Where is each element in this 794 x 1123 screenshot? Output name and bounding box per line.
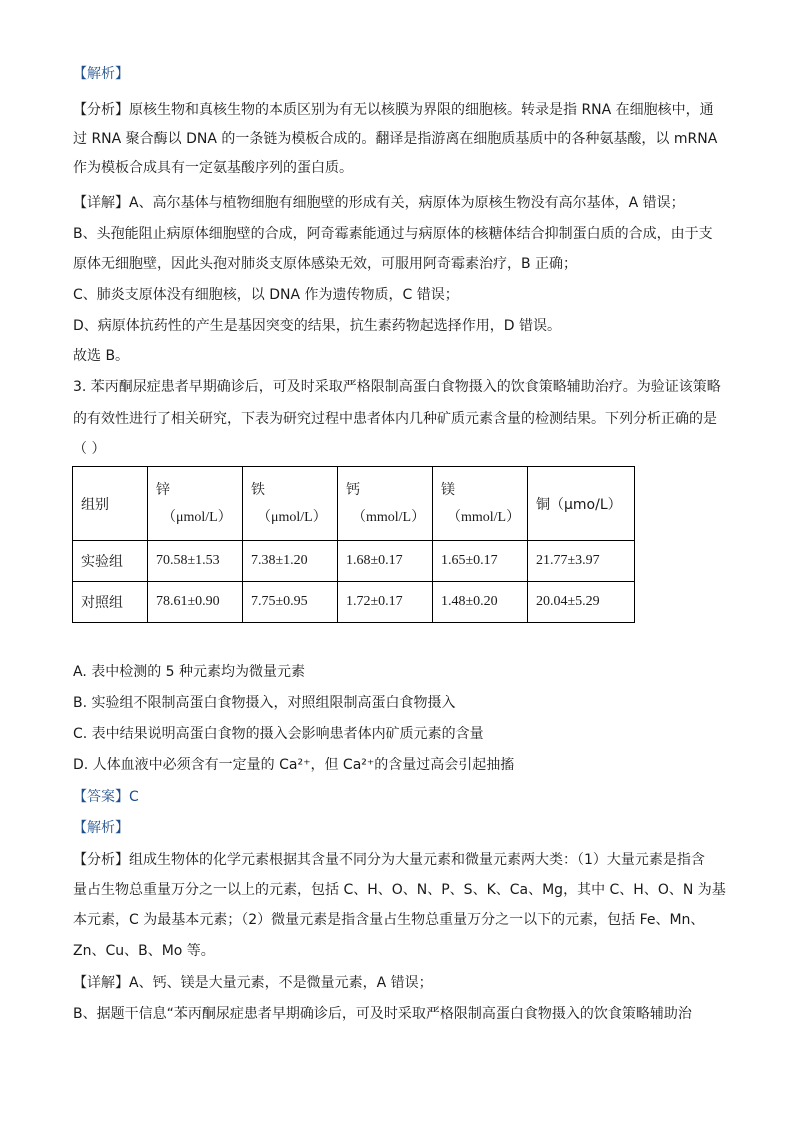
text-line: 原体无细胞壁，因此头孢对肺炎支原体感染无效，可服用阿奇霉素治疗，B 正确； [73, 256, 578, 272]
text-line: 【详解】A、钙、镁是大量元素，不是微量元素，A 错误； [73, 975, 433, 991]
header-fe: 铁 （μmol/L） [243, 467, 338, 541]
text-line: C、肺炎支原体没有细胞核，以 DNA 作为遗传物质，C 错误； [73, 287, 459, 303]
table-row [73, 582, 635, 623]
option-a: A. 表中检测的 5 种元素均为微量元素 [73, 664, 306, 680]
analysis-heading: 【解析】 [73, 820, 129, 836]
cell-ca: 1.72±0.17 [338, 582, 433, 623]
header-group: 组别 [73, 467, 148, 541]
cell-group: 对照组 [73, 582, 148, 623]
text-line: 【详解】A、高尔基体与植物细胞有细胞壁的形成有关，病原体为原核生物没有高尔基体，A 错误； [73, 195, 685, 211]
cell-zn: 78.61±0.90 [148, 582, 243, 623]
text-line: 作为模板合成具有一定氨基酸序列的蛋白质。 [73, 160, 353, 176]
text-line: B、据题干信息“苯丙酮尿症患者早期确诊后，可及时采取严格限制高蛋白食物摄入的饮食策略辅助治 [73, 1006, 692, 1022]
text-line: 过 RNA 聚合酶以 DNA 的一条链为模板合成的。翻译是指游离在细胞质基质中的各种氨基酸，以 mRNA [73, 131, 718, 147]
analysis-heading: 【解析】 [73, 66, 129, 82]
text-line: 【分析】组成生物体的化学元素根据其含量不同分为大量元素和微量元素两大类：（1）大量元素是指含 [73, 852, 705, 868]
cell-cu: 21.77±3.97 [528, 541, 635, 582]
text-line: 故选 B。 [73, 348, 130, 364]
table-row [73, 541, 635, 582]
option-c: C. 表中结果说明高蛋白食物的摄入会影响患者体内矿质元素的含量 [73, 726, 484, 742]
cell-cu: 20.04±5.29 [528, 582, 635, 623]
cell-mg: 1.65±0.17 [433, 541, 528, 582]
table-header-row [73, 467, 635, 541]
text-line: 本元素，C 为最基本元素；（2）微量元素是指含量占生物总重量万分之一以下的元素，包括 Fe、Mn、 [73, 912, 705, 928]
text-line: Zn、Cu、B、Mo 等。 [73, 943, 215, 959]
text-line: B、头孢能阻止病原体细胞壁的合成，阿奇霉素能通过与病原体的核糖体结合抑制蛋白质的合成，由于支 [73, 226, 713, 242]
cell-fe: 7.38±1.20 [243, 541, 338, 582]
text-line: 【分析】原核生物和真核生物的本质区别为有无以核膜为界限的细胞核。转录是指 RNA 在细胞核中，通 [73, 102, 714, 118]
option-d: D. 人体血液中必须含有一定量的 Ca²⁺，但 Ca²⁺的含量过高会引起抽搐 [73, 757, 515, 773]
question-stem: 3. 苯丙酮尿症患者早期确诊后，可及时采取严格限制高蛋白食物摄入的饮食策略辅助治疗。为验证该策略 [73, 379, 721, 395]
header-mg: 镁 （mmol/L） [433, 467, 528, 541]
mineral-table [72, 466, 635, 623]
cell-ca: 1.68±0.17 [338, 541, 433, 582]
answer-blank: （ ） [73, 441, 106, 457]
header-ca: 钙 （mmol/L） [338, 467, 433, 541]
header-cu: 铜（μmo/L） [528, 467, 635, 541]
question-stem: 的有效性进行了相关研究，下表为研究过程中患者体内几种矿质元素含量的检测结果。下列分析正确的是 [73, 411, 717, 427]
text-line: D、病原体抗药性的产生是基因突变的结果，抗生素药物起选择作用，D 错误。 [73, 318, 562, 334]
header-zn: 锌 （μmol/L） [148, 467, 243, 541]
answer-line: 【答案】C [73, 789, 139, 805]
cell-group: 实验组 [73, 541, 148, 582]
cell-mg: 1.48±0.20 [433, 582, 528, 623]
cell-zn: 70.58±1.53 [148, 541, 243, 582]
option-b: B. 实验组不限制高蛋白食物摄入，对照组限制高蛋白食物摄入 [73, 695, 456, 711]
cell-fe: 7.75±0.95 [243, 582, 338, 623]
text-line: 量占生物总重量万分之一以上的元素，包括 C、H、O、N、P、S、K、Ca、Mg，其中 C、H、O、N 为基 [73, 882, 726, 898]
